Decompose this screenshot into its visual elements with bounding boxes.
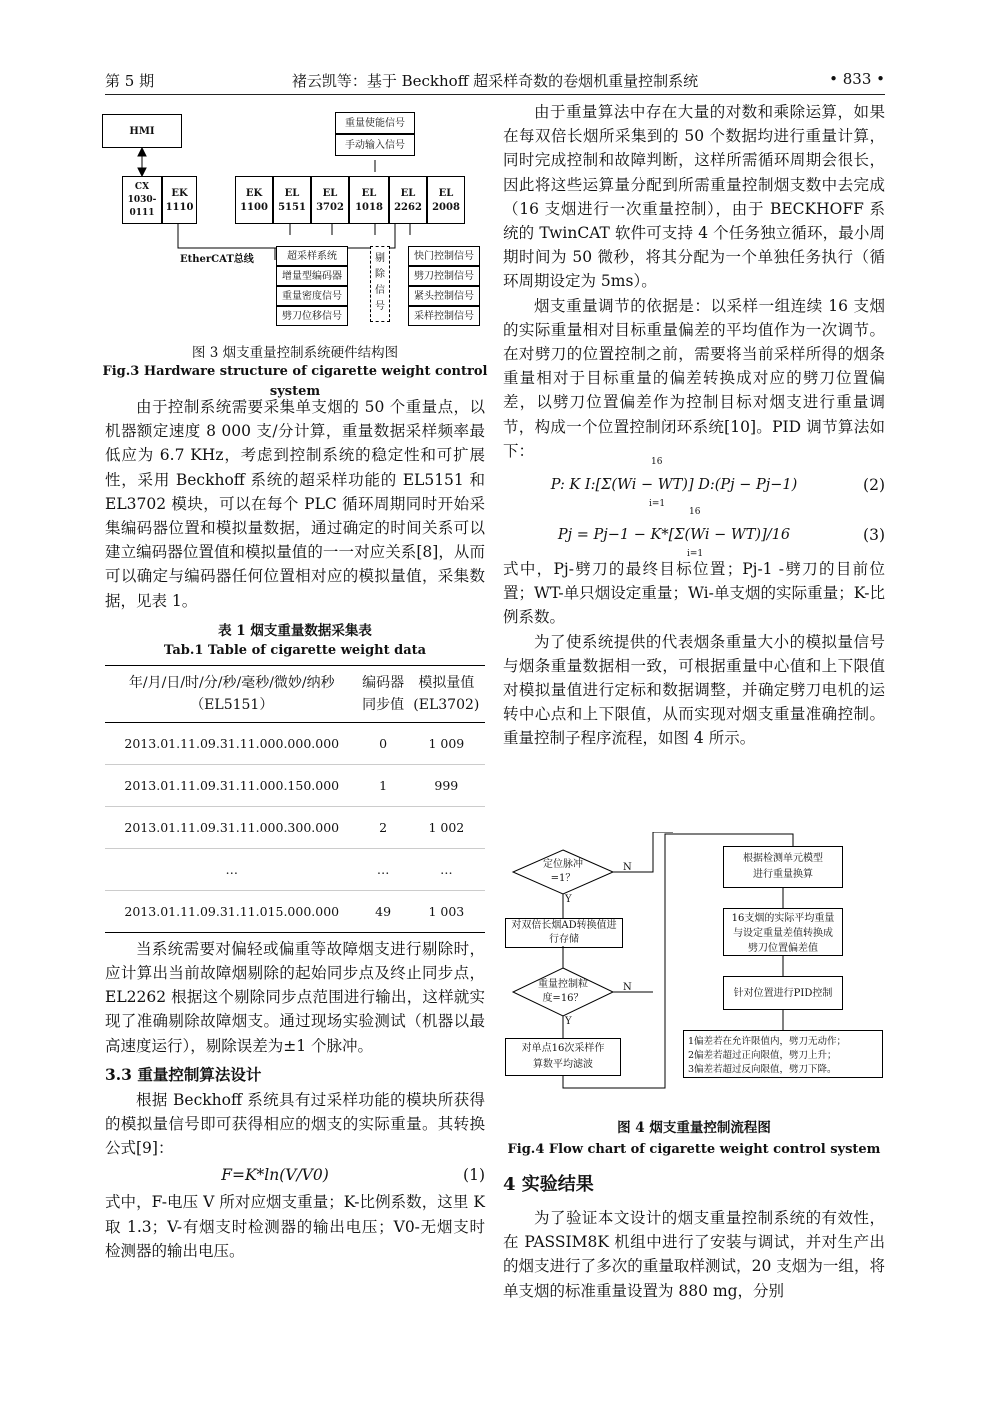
ek1100-box: EK 1100 xyxy=(235,176,273,224)
paragraph-sampling: 由于控制系统需要采集单支烟的 50 个重量点，以机器额定速度 8 000 支/分计算，重量数据采样频率最低应为 6.7 KHz，考虑到控制系统的稳定性和可扩展性，采用 Beckhoff 系统的超采样功能的 EL5151 和 EL3702 模块，可以在每个 PLC 循环周期同时开始采集编码器位置和模拟量数据，通过确定的时间关系可以建立编码器位置值和模拟量值的一一对应关系[8]，从而可以确定与编码器任何位置相对应的模拟量值，采集数据，见表 1。 xyxy=(105,398,485,610)
issue-number: 第 5 期 xyxy=(105,72,155,90)
el2262-box: EL 2262 xyxy=(389,176,427,224)
formula-3-sum-upper: 16 xyxy=(689,507,701,518)
el3702-box: EL 3702 xyxy=(311,176,349,224)
flow-pid-control: 针对位置进行PID控制 xyxy=(723,976,843,1010)
table-row xyxy=(105,890,485,932)
signal-enable-box: 重量使能信号 xyxy=(335,112,415,134)
formula-2-sum-lower: i=1 xyxy=(649,499,666,510)
output-tighten: 紧头控制信号 xyxy=(408,286,480,306)
flow-deviation-convert: 16支烟的实际平均重量 与设定重量差值转换成 劈刀位置偏差值 xyxy=(723,908,843,956)
section-4 xyxy=(503,1170,885,1303)
formula-2-expr: P: K I:[Σ(Wi − WT)] D:(Pj − Pj−1) xyxy=(550,477,798,494)
output-sampling: 采样控制信号 xyxy=(408,306,480,326)
formula-3-sum-lower: i=1 xyxy=(687,549,704,560)
sensor-density: 重量密度信号 xyxy=(276,286,348,306)
fig3-caption-cn: 图 3 烟支重量控制系统硬件结构图 xyxy=(191,345,399,361)
paragraph-conversion: 根据 Beckhoff 系统具有过采样功能的模块所获得的模拟量信号即可获得相应的烟支的实际重量。其转换公式[9]： xyxy=(105,1090,485,1158)
left-column xyxy=(105,395,485,1263)
formula-1-expr: F=K*ln(V/V0) xyxy=(221,1166,329,1185)
paragraph-experiment: 为了验证本文设计的烟支重量控制系统的有效性，在 PASSIM8K 机组中进行了安装与调试，并对生产出的烟支进行了多次的重量取样测试，20 支烟为一组，将单支烟的标准重量设置为 880 mg，分别 xyxy=(503,1209,885,1300)
paragraph-formula1-vars: 式中，F-电压 V 所对应烟支重量；K-比例系数，这里 K 取 1.3；V-有烟支时检测器的输出电压；V0-无烟支时检测器的输出电压。 xyxy=(105,1193,485,1260)
cell-encoder: 49 xyxy=(359,890,408,932)
running-header xyxy=(105,70,885,94)
cell-analog: 1 003 xyxy=(408,890,485,932)
cell-analog: 999 xyxy=(408,764,485,806)
flow-yes-2: Y xyxy=(565,1016,572,1027)
cell-time: 2013.01.11.09.31.11.000.150.000 xyxy=(105,764,359,806)
ek1110-box: EK 1110 xyxy=(162,176,197,224)
flow-yes-1: Y xyxy=(565,894,572,905)
cell-encoder: 2 xyxy=(359,806,408,848)
formula-1 xyxy=(105,1160,485,1190)
el5151-box: EL 5151 xyxy=(273,176,311,224)
flow-average-filter: 对单点16次采样作 算数平均滤波 xyxy=(505,1038,621,1076)
formula-1-number: (1) xyxy=(463,1166,485,1185)
flow-store-ad: 对双倍长烟AD转换值进 行存储 xyxy=(505,918,623,948)
sensor-encoder: 增量型编码器 xyxy=(276,266,348,286)
reject-signal-box: 剔 除 信 号 xyxy=(370,246,390,322)
section-4-heading: 4 实验结果 xyxy=(503,1174,594,1195)
cell-analog: 1 009 xyxy=(408,722,485,764)
page-number: • 833 • xyxy=(829,70,885,88)
header-rule xyxy=(105,94,885,95)
flow-decision-16: 重量控制粒 度=16？ xyxy=(538,979,588,1004)
sensor-knife: 劈刀位移信号 xyxy=(276,306,348,326)
paragraph-reject: 当系统需要对偏轻或偏重等故障烟支进行剔除时，应计算出当前故障烟剔除的起始同步点及终止同步点，EL2262 根据这个剔除同步点范围进行输出，这样就实现了准确剔除故障烟支。通过现场实验测试（机器以最高速度运行），剔除误差为±1 个脉冲。 xyxy=(105,939,485,1055)
output-shutter: 快门控制信号 xyxy=(408,246,480,266)
cell-analog: 1 002 xyxy=(408,806,485,848)
figure-4-flowchart xyxy=(503,832,885,1102)
formula-2-sum-upper: 16 xyxy=(651,457,663,468)
right-column xyxy=(503,100,885,751)
fig4-caption-en: Fig.4 Flow chart of cigarette weight control system xyxy=(507,1142,881,1157)
cell-analog: … xyxy=(408,848,485,890)
figure-3-hardware-diagram xyxy=(100,110,485,335)
flow-no-2: N xyxy=(623,982,632,993)
flow-weight-conversion: 根据检测单元模型 进行重量换算 xyxy=(723,846,843,888)
formula-3-expr: Pj = Pj−1 − K*[Σ(Wi − WT)]/16 xyxy=(557,527,791,544)
table-row xyxy=(105,722,485,764)
formula-2 xyxy=(503,457,885,510)
section-3-3-heading: 3.3 重量控制算法设计 xyxy=(105,1064,262,1084)
el2008-box: EL 2008 xyxy=(427,176,465,224)
sensor-oversampling: 超采样系统 xyxy=(276,246,348,266)
paragraph-calibration: 为了使系统提供的代表烟条重量大小的模拟量信号与烟条重量数据相一致，可根据重量中心值和上下限值对模拟量值进行定标和数据调整，并确定劈刀电机的运转中心点和上下限值，从而实现对烟支重量准确控制。重量控制子程序流程，如图 4 所示。 xyxy=(503,632,885,748)
cell-time: 2013.01.11.09.31.11.000.000.000 xyxy=(105,722,359,764)
table-weight-data xyxy=(105,665,485,933)
paragraph-computation: 由于重量算法中存在大量的对数和乘除运算，如果在每双倍长烟所采集到的 50 个数据均进行重量计算，同时完成控制和故障判断，这样所需循环周期会很长，因此将这些运算量分配到所需重量控制烟支数中去完成（16 支烟进行一次重量控制），由于 BECKHOFF 系统的 TwinCAT 软件可支持 4 个任务独立循环，最小周期时间为 50 微秒，将其分配为一个单独任务执行（循环周期设定为 5ms）。 xyxy=(503,103,885,291)
fig4-caption-cn: 图 4 烟支重量控制流程图 xyxy=(617,1120,771,1136)
col-header-time: 年/月/日/时/分/秒/毫秒/微妙/纳秒 （EL5151） xyxy=(105,665,359,722)
table-row xyxy=(105,848,485,890)
col-header-encoder: 编码器 同步值 xyxy=(359,665,408,722)
paragraph-pid-vars: 式中，Pj-劈刀的最终目标位置；Pj-1 -劈刀的目前位置；WT-单只烟设定重量；Wi-单支烟的实际重量；K-比例系数。 xyxy=(503,560,885,627)
flow-knife-action: 1偏差若在允许限值内，劈刀无动作； 2偏差若超过正向限值，劈刀上升； 3偏差若超过反向限值，劈刀下降。 xyxy=(683,1030,883,1078)
cell-encoder: 1 xyxy=(359,764,408,806)
table-row xyxy=(105,806,485,848)
table-row xyxy=(105,764,485,806)
output-knife: 劈刀控制信号 xyxy=(408,266,480,286)
formula-3-number: (3) xyxy=(863,526,885,545)
formula-3 xyxy=(503,507,885,560)
cell-encoder: 0 xyxy=(359,722,408,764)
hmi-box: HMI xyxy=(102,114,182,148)
paragraph-pid: 烟支重量调节的依据是：以采样一组连续 16 支烟的实际重量相对目标重量偏差的平均值作为一次调节。在对劈刀的位置控制之前，需要将当前采样所得的烟条重量相对于目标重量的偏差转换成对应的劈刀位置偏差，以劈刀位置偏差作为控制目标对烟支进行重量调节，构成一个位置控制闭环系统[10]。PID 调节算法如下： xyxy=(503,296,885,460)
flow-decision-pulse: 定位脉冲 =1？ xyxy=(543,859,583,884)
fig3-caption-en: Fig.3 Hardware structure of cigarette weight control system xyxy=(102,364,488,399)
el1018-box: EL 1018 xyxy=(349,176,389,224)
table1-caption-en: Tab.1 Table of cigarette weight data xyxy=(163,642,427,658)
table1-caption-cn: 表 1 烟支重量数据采集表 xyxy=(218,622,372,639)
formula-2-number: (2) xyxy=(863,476,885,495)
col-header-analog: 模拟量值 (EL3702) xyxy=(408,665,485,722)
cell-time: 2013.01.11.09.31.11.000.300.000 xyxy=(105,806,359,848)
cell-encoder: … xyxy=(359,848,408,890)
cell-time: 2013.01.11.09.31.11.015.000.000 xyxy=(105,890,359,932)
cell-time: … xyxy=(105,848,359,890)
running-title: 褚云凯等：基于 Beckhoff 超采样奇数的卷烟机重量控制系统 xyxy=(291,72,699,90)
ethercat-label: EtherCAT总线 xyxy=(180,254,254,265)
cx-box: CX 1030- 0111 xyxy=(122,176,162,224)
flow-no-1: N xyxy=(623,862,632,873)
signal-manual-box: 手动输入信号 xyxy=(335,134,415,156)
